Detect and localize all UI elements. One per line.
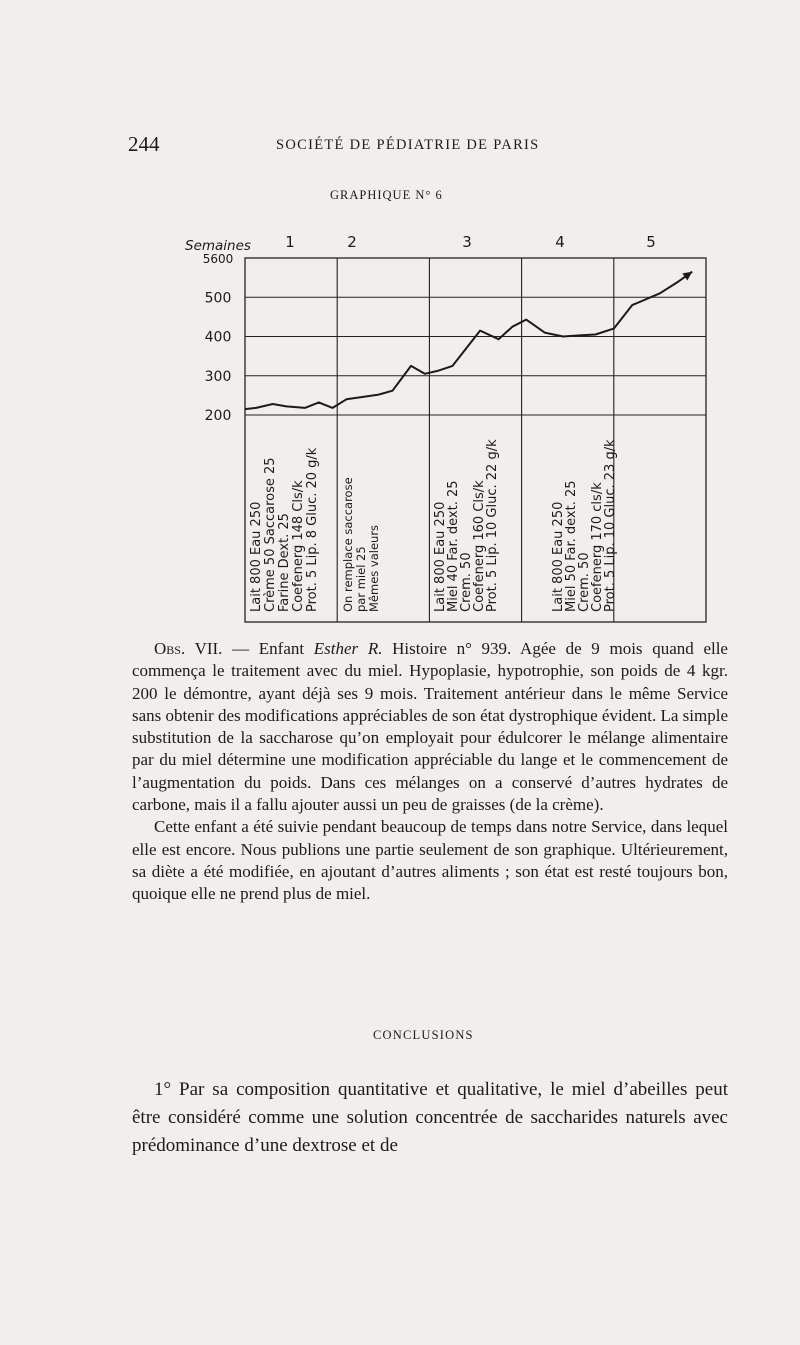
x-tick-label: 4 [555, 233, 565, 251]
phase-label-line: Lait 800 Eau 250 [551, 501, 566, 612]
obs-paragraph-2: Cette enfant a été suivie pendant beaucoup de temps dans notre Service, dans lequel elle est encore. Nous publions une partie seulement de son graphique. Ultérieurement, sa diète a été modifiée, en ajoutant d’autres aliments ; son état est resté toujours bon, quoique elle ne prend plus de miel. [132, 817, 728, 904]
x-tick-label: 2 [347, 233, 357, 251]
observation-paragraph [132, 638, 728, 906]
phase-label-line: Miel 50 Far. dext. 25 [564, 480, 579, 612]
phase-label-line: Prot. 5 Lip. 10 Gluc. 23 g/k [603, 439, 618, 612]
phase-label-line: Coefenerg 148 Cls/k [291, 480, 306, 612]
phase-label-line: Coefenerg 160 Cls/k [472, 480, 487, 612]
obs-label: Obs. VII. [154, 639, 223, 658]
x-tick-label: 5 [646, 233, 656, 251]
chart-phase-labels [249, 439, 618, 612]
y-tick-label: 500 [204, 290, 232, 307]
page-number: 244 [128, 132, 160, 156]
series-arrowhead [682, 272, 692, 281]
phase-label-line: Miel 40 Far. dext. 25 [446, 480, 461, 612]
chart-title: GRAPHIQUE N° 6 [330, 188, 443, 202]
phase-label-line: Prot. 5 Lip. 8 Gluc. 20 g/k [305, 447, 320, 612]
weight-chart [0, 0, 800, 660]
y-tick-label: 200 [204, 408, 232, 424]
phase-label-line: Lait 800 Eau 250 [433, 501, 448, 612]
x-tick-label: 1 [285, 233, 295, 251]
y-tick-label: 300 [204, 368, 232, 385]
conclusions-heading: CONCLUSIONS [373, 1028, 474, 1042]
phase-label-line: Mêmes valeurs [367, 524, 381, 612]
chart-line [245, 272, 692, 409]
conclusion-1-text: 1° Par sa composition quantitative et qualitative, le miel d’abeilles peut être considéré comme une solution concentrée de saccharides naturels avec prédominance d’une dextrose et de [132, 1079, 728, 1156]
phase-label-line: Lait 800 Eau 250 [249, 501, 264, 612]
x-tick-label: 3 [462, 233, 472, 251]
phase-label-line: Prot. 5 Lip. 10 Gluc. 22 g/k [485, 439, 500, 612]
x-axis-label: Semaines [185, 238, 251, 254]
phase-label-line: Crem. 50 [459, 552, 474, 612]
phase-label-line: par miel 25 [354, 546, 368, 612]
y-tick-label: 5600 [202, 252, 234, 266]
phase-label-line: On remplace saccarose [341, 477, 355, 612]
phase-label-line: Farine Dext. 25 [277, 513, 292, 612]
obs-dash: — Enfant [222, 639, 314, 658]
weight-series-line [245, 272, 692, 409]
obs-text: Histoire n° 939. Agée de 9 mois quand elle commença le traitement avec du miel. Hypoplasie, hypotrophie, son poids de 4 kgr. 200 le démontre, ayant déjà ses 9 mois. Traitement antérieur dans le même Service sans obtenir des modifications appréciables de son état dystrophique évident. La simple substitution de la saccharose qu’on employait pour édulcorer le mélange alimentaire par du miel détermine une modification appréciable du lange et le commencement de l’augmentation du poids. Dans ces mélanges on a conservé d’autres hydrates de carbone, mais il a fallu ajouter aussi un peu de graisses (de la crème). [132, 639, 728, 815]
phase-label-line: Crem. 50 [577, 552, 592, 612]
running-head: SOCIÉTÉ DE PÉDIATRIE DE PARIS [276, 137, 540, 153]
phase-label-line: Coefenerg 170 cls/k [590, 482, 605, 612]
y-tick-label: 400 [204, 329, 232, 346]
phase-label-line: Crème 50 Saccarose 25 [263, 457, 278, 612]
obs-patient-name: Esther R. [313, 639, 383, 658]
conclusion-1 [132, 1076, 728, 1160]
